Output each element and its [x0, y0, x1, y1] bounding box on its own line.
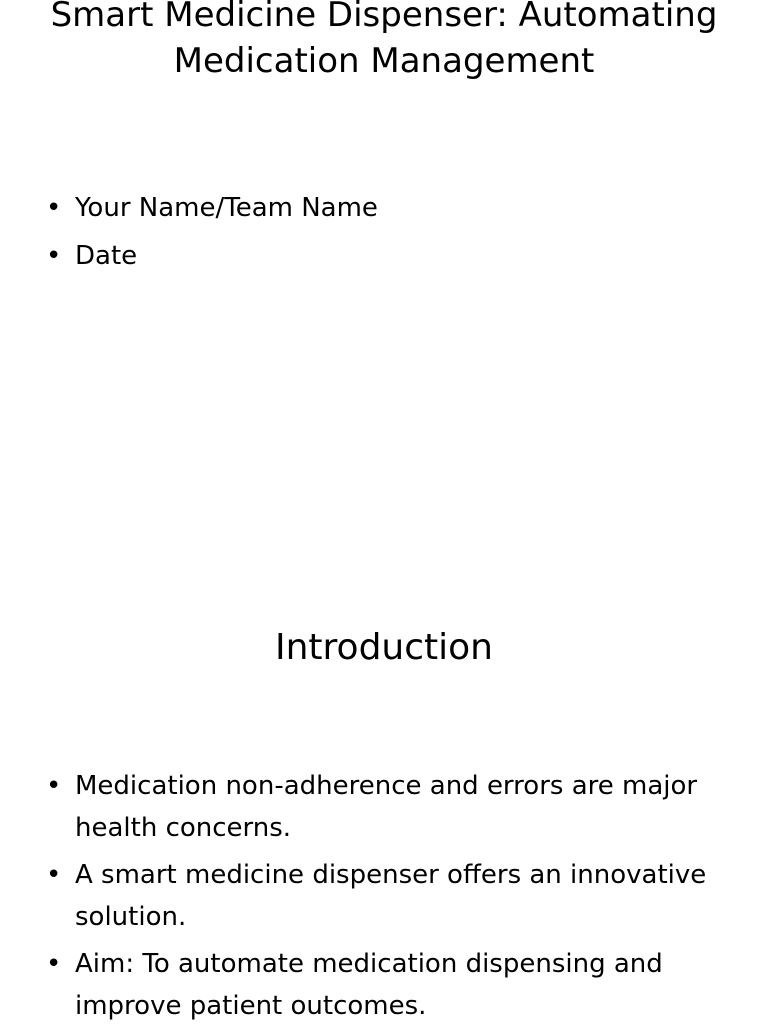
slide-title-bullet-list — [46, 189, 726, 285]
bullet-item — [46, 943, 726, 1027]
slide-introduction-heading: Introduction — [274, 627, 493, 668]
bullet-item — [46, 189, 726, 227]
bullet-dot-icon: • — [46, 860, 62, 890]
slide-title-heading: Smart Medicine Dispenser: Automating Medication Management — [50, 0, 718, 82]
slide-introduction — [0, 576, 768, 1024]
bullet-dot-icon: • — [46, 193, 62, 223]
bullet-dot-icon: • — [46, 771, 62, 801]
bullet-dot-icon: • — [46, 949, 62, 979]
bullet-dot-icon: • — [46, 241, 62, 271]
bullet-text: Date — [75, 241, 138, 271]
bullet-item — [46, 854, 726, 938]
bullet-text: Aim: To automate medication dispensing and improve patient outcomes. — [75, 949, 663, 1021]
bullet-item — [46, 765, 726, 849]
bullet-text: Medication non-adherence and errors are major health concerns. — [75, 771, 698, 843]
bullet-text: A smart medicine dispenser offers an innovative solution. — [75, 860, 707, 932]
bullet-item — [46, 237, 726, 275]
bullet-text: Your Name/Team Name — [75, 193, 378, 223]
slide-introduction-bullet-list — [46, 765, 726, 1032]
